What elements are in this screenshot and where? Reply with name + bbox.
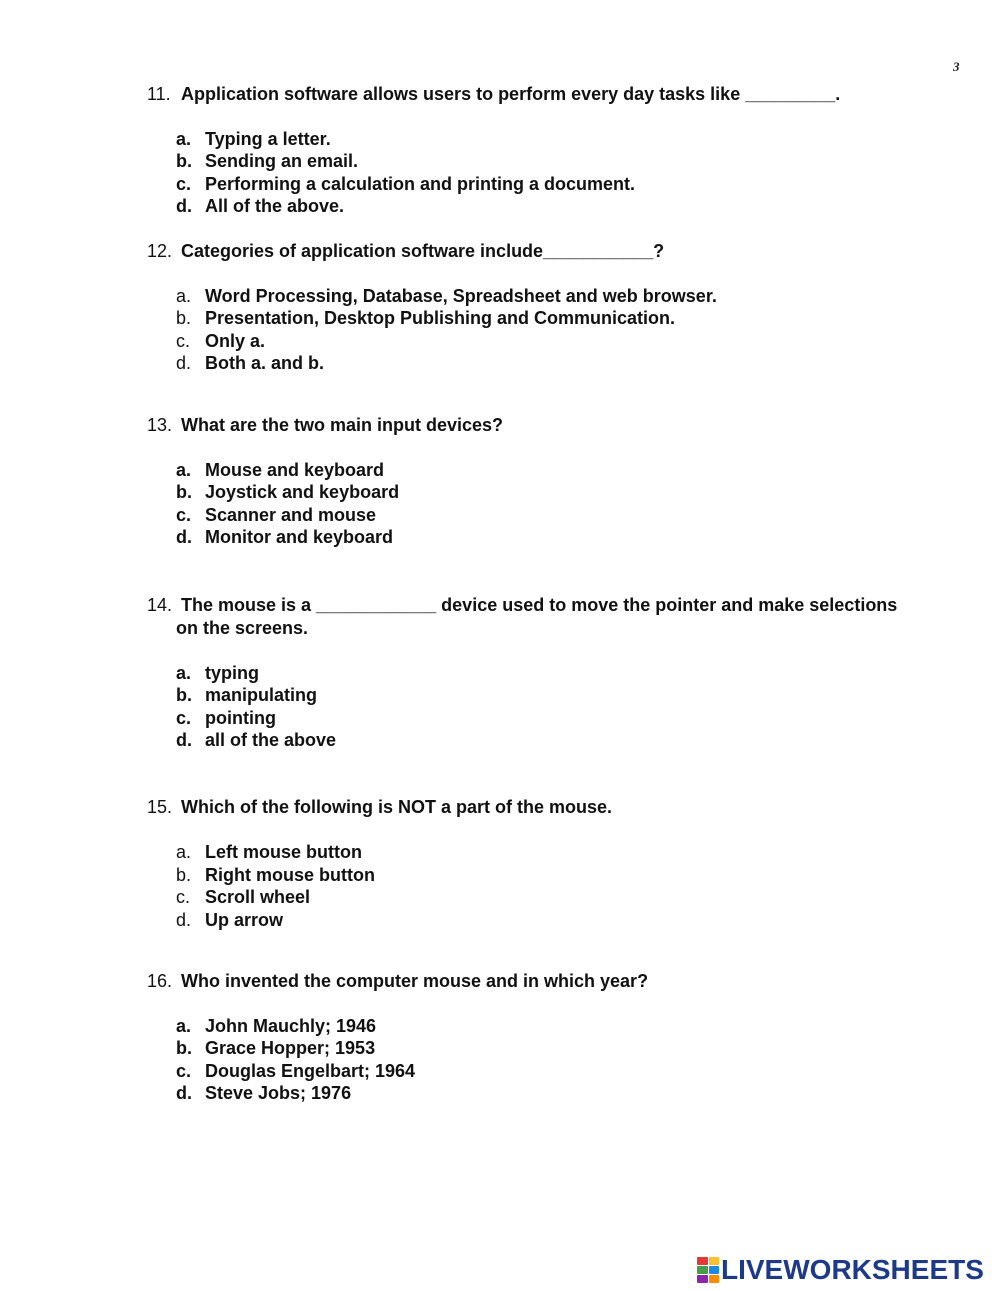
option-text: Word Processing, Database, Spreadsheet and web browser. (205, 286, 717, 306)
question-number: 13. (147, 415, 173, 435)
option-letter: c. (176, 505, 192, 525)
option-b[interactable] (176, 307, 675, 329)
option-letter: b. (176, 308, 192, 328)
option-b[interactable] (176, 481, 399, 503)
question-text: Which of the following is NOT a part of the mouse. (181, 797, 612, 817)
option-text: Sending an email. (205, 151, 359, 171)
option-text: Grace Hopper; 1953 (205, 1038, 376, 1058)
option-a[interactable] (176, 128, 331, 150)
option-letter: d. (176, 527, 192, 547)
page-number: 3 (953, 59, 960, 74)
option-a[interactable] (176, 285, 717, 307)
question-text: Who invented the computer mouse and in which year? (181, 971, 649, 991)
option-d[interactable] (176, 1082, 351, 1104)
question-number: 12. (147, 241, 173, 261)
option-d[interactable] (176, 352, 324, 374)
liveworksheets-logo-icon (697, 1257, 719, 1283)
option-letter: c. (176, 708, 192, 728)
option-letter: b. (176, 865, 192, 885)
option-d[interactable] (176, 909, 283, 931)
option-letter: c. (176, 1061, 192, 1081)
option-text: Only a. (205, 331, 266, 351)
option-text: Up arrow (205, 910, 284, 930)
option-b[interactable] (176, 150, 358, 172)
option-b[interactable] (176, 684, 317, 706)
question-number: 15. (147, 797, 173, 817)
option-b[interactable] (176, 1037, 375, 1059)
option-c[interactable] (176, 330, 265, 352)
option-letter: d. (176, 730, 192, 750)
option-c[interactable] (176, 707, 276, 729)
question-text-continuation: on the screens. (176, 618, 309, 638)
option-text: Right mouse button (205, 865, 375, 885)
option-text: all of the above (205, 730, 337, 750)
option-a[interactable] (176, 662, 259, 684)
option-letter: a. (176, 1016, 192, 1036)
question-number: 16. (147, 971, 173, 991)
option-text: Scroll wheel (205, 887, 311, 907)
option-letter: a. (176, 663, 192, 683)
option-text: Douglas Engelbart; 1964 (205, 1061, 416, 1081)
option-c[interactable] (176, 173, 635, 195)
option-letter: d. (176, 353, 192, 373)
option-letter: a. (176, 460, 192, 480)
option-letter: c. (176, 331, 191, 351)
option-letter: a. (176, 286, 192, 306)
liveworksheets-brand[interactable] (697, 1256, 984, 1284)
option-a[interactable] (176, 459, 384, 481)
option-letter: d. (176, 196, 192, 216)
option-c[interactable] (176, 504, 376, 526)
option-d[interactable] (176, 729, 336, 751)
option-letter: b. (176, 151, 192, 171)
option-text: Typing a letter. (205, 129, 331, 149)
option-text: Monitor and keyboard (205, 527, 394, 547)
option-letter: c. (176, 887, 191, 907)
option-letter: b. (176, 482, 192, 502)
option-letter: a. (176, 842, 192, 862)
brand-text: LIVEWORKSHEETS (721, 1254, 984, 1285)
question-number: 14. (147, 595, 173, 615)
option-text: Joystick and keyboard (205, 482, 400, 502)
question-text: Categories of application software include___________? (181, 241, 665, 261)
question-number: 11. (147, 84, 171, 104)
option-c[interactable] (176, 1060, 415, 1082)
option-a[interactable] (176, 841, 362, 863)
option-c[interactable] (176, 886, 310, 908)
option-letter: b. (176, 1038, 192, 1058)
option-letter: d. (176, 1083, 192, 1103)
option-text: manipulating (205, 685, 317, 705)
option-text: All of the above. (205, 196, 345, 216)
option-a[interactable] (176, 1015, 376, 1037)
option-text: Both a. and b. (205, 353, 324, 373)
option-text: John Mauchly; 1946 (205, 1016, 377, 1036)
option-text: Performing a calculation and printing a document. (205, 174, 636, 194)
option-letter: d. (176, 910, 192, 930)
option-text: pointing (205, 708, 276, 728)
option-d[interactable] (176, 195, 344, 217)
option-text: Steve Jobs; 1976 (205, 1083, 352, 1103)
option-letter: c. (176, 174, 192, 194)
option-text: Mouse and keyboard (205, 460, 385, 480)
option-text: Presentation, Desktop Publishing and Communication. (205, 308, 676, 328)
option-text: Left mouse button (205, 842, 362, 862)
option-text: Scanner and mouse (205, 505, 377, 525)
option-letter: a. (176, 129, 192, 149)
option-text: typing (205, 663, 259, 683)
question-text: What are the two main input devices? (181, 415, 504, 435)
option-b[interactable] (176, 864, 375, 886)
option-d[interactable] (176, 526, 393, 548)
question-text: The mouse is a ____________ device used to move the pointer and make selections (181, 595, 898, 615)
question-text: Application software allows users to perform every day tasks like _________. (181, 84, 841, 104)
option-letter: b. (176, 685, 192, 705)
